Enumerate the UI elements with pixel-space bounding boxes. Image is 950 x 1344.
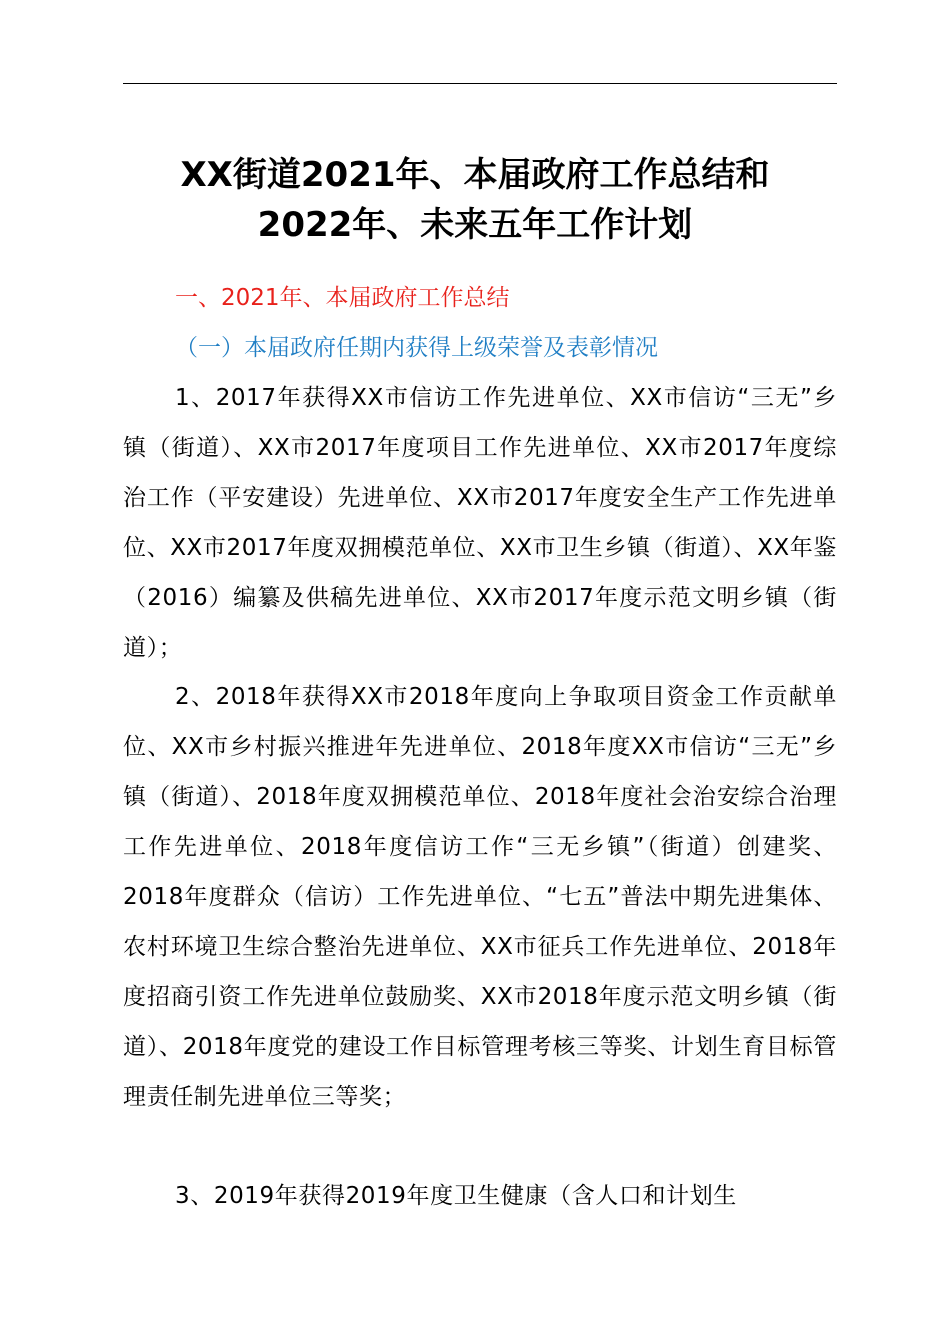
body-paragraph-2019: 3、2019年获得2019年度卫生健康（含人口和计划生 (175, 1183, 737, 1209)
body-paragraph-2017: 1、2017年获得XX市信访工作先进单位、XX市信访“三无”乡镇（街道）、XX市2017年度项目工作先进单位、XX市2017年度综治工作（平安建设）先进单位、XX市2017年度安全生产工作先进单位、XX市2017年度双拥模范单位、XX市卫生乡镇（街道）、XX年鉴（2016）编纂及供稿先进单位、XX市2017年度示范文明乡镇（街道）； (123, 385, 837, 661)
section-heading: 一、2021年、本届政府工作总结 (175, 285, 510, 311)
subsection-heading: （一）本届政府任期内获得上级荣誉及表彰情况 (175, 335, 658, 361)
body-paragraph-2018: 2、2018年获得XX市2018年度向上争取项目资金工作贡献单位、XX市乡村振兴推进年先进单位、2018年度XX市信访“三无”乡镇（街道）、2018年度双拥模范单位、2018年度社会治安综合治理工作先进单位、2018年度信访工作“三无乡镇”（街道）创建奖、2018年度群众（信访）工作先进单位、“七五”普法中期先进集体、农村环境卫生综合整治先进单位、XX市征兵工作先进单位、2018年度招商引资工作先进单位鼓励奖、XX市2018年度示范文明乡镇（街道）、2018年度党的建设工作目标管理考核三等奖、计划生育目标管理责任制先进单位三等奖； (123, 684, 837, 1110)
header-rule (123, 83, 837, 84)
document-title-line1: XX街道2021年、本届政府工作总结和 (180, 155, 770, 195)
document-title-line2: 2022年、未来五年工作计划 (257, 205, 693, 245)
